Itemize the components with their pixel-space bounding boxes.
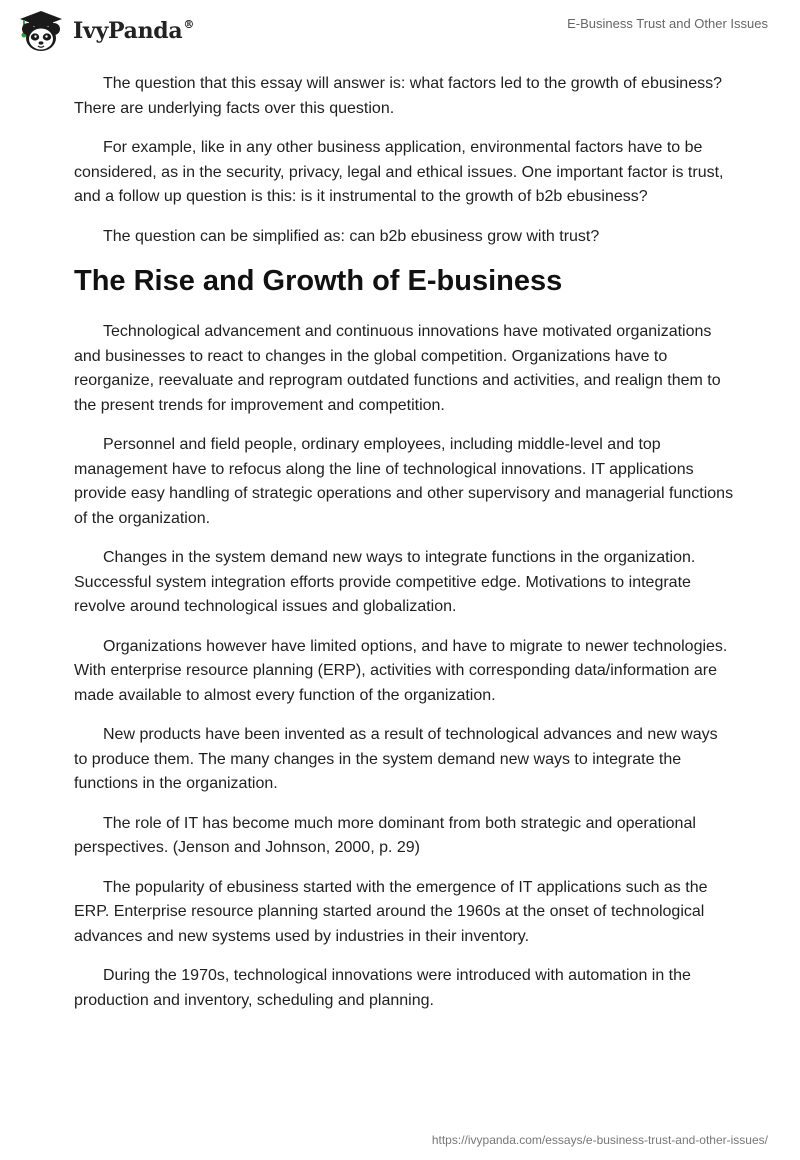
page-header [0,0,800,60]
source-url[interactable]: https://ivypanda.com/essays/e-business-trust-and-other-issues/ [431,1133,768,1147]
paragraph: During the 1970s, technological innovations were introduced with automation in the production and inventory, scheduling and planning. [74,967,691,1009]
paragraph: For example, like in any other business application, environmental factors have to be considered, as in the security, privacy, legal and ethical issues. One important factor is trust, and a follow up question is this: is it instrumental to the growth of b2b ebusiness? [74,139,724,205]
paragraph: Changes in the system demand new ways to integrate functions in the organization. Successful system integration efforts provide competitive edge. Motivations to integrate revolve around technological issues and globalization. [74,549,696,615]
paragraph: New products have been invented as a result of technological advances and new ways to produce them. The many changes in the system demand new ways to integrate the functions in the organization. [74,726,718,792]
document-title: E-Business Trust and Other Issues [567,16,768,31]
essay-body [74,72,734,1028]
paragraph: Organizations however have limited options, and have to migrate to newer technologies. With enterprise resource planning (ERP), activities with corresponding data/information are made available to almost every function of the organization. [74,637,728,704]
paragraph: Technological advancement and continuous innovations have motivated organizations and businesses to react to changes in the global competition. Organizations have to reorganize, reevaluate and reprogram outdated functions and activities, and realign them to the present trends for improvement and competition. [74,323,721,414]
logo-wordmark: IvyPanda® [73,18,195,44]
paragraph: The role of IT has become much more dominant from both strategic and operational perspectives. (Jenson and Johnson, 2000, p. 29) [74,814,696,856]
ivypanda-logo[interactable] [14,9,194,53]
paragraph: The popularity of ebusiness started with the emergence of IT applications such as the ERP. Enterprise resource planning started around the 1960s at the onset of technological advances and new systems used by industries in their inventory. [74,878,708,945]
paragraph: The question can be simplified as: can b2b ebusiness grow with trust? [103,227,600,245]
panda-graduate-icon [14,9,68,53]
paragraph: Personnel and field people, ordinary employees, including middle-level and top management have to refocus along the line of technological innovations. IT applications provide easy handling of strategic operations and other supervisory and managerial functions of the organization. [74,436,734,527]
paragraph: The question that this essay will answer is: what factors led to the growth of ebusiness? There are underlying facts over this question. [74,75,722,117]
section-heading: The Rise and Growth of E-business [74,265,563,297]
